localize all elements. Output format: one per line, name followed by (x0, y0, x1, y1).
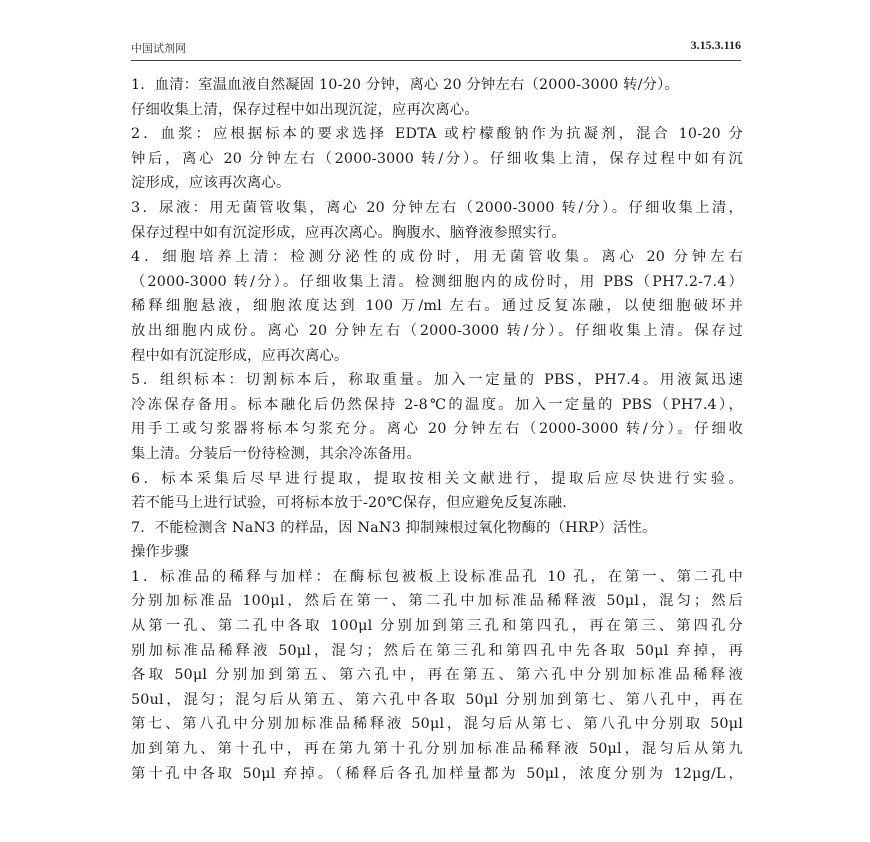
text-line: 3．尿液：用无菌管收集，离心 20 分钟左右（2000-3000 转/分）。仔细收集上清， (131, 199, 743, 216)
text-line: 2．血浆：应根据标本的要求选择 EDTA 或柠檬酸钠作为抗凝剂，混合 10-20 分 (131, 126, 743, 143)
text-line: 4．细胞培养上清：检测分泌性的成份时，用无菌管收集。离心 20 分钟左右 (131, 249, 743, 266)
header-version: 3.15.3.116 (690, 38, 741, 52)
text-line: 程中如有沉淀形成，应再次离心。 (131, 347, 349, 364)
header-site-name: 中国试剂网 (131, 42, 186, 55)
text-line: 钟后，离心 20 分钟左右（2000-3000 转/分）。仔细收集上清，保存过程中如有沉 (131, 150, 743, 167)
text-line: 第七、第八孔中分别加标准品稀释液 50μl，混匀后从第七、第八孔中分别取 50μl (131, 716, 743, 733)
text-line: 稀释细胞悬液，细胞浓度达到 100 万/ml 左右。通过反复冻融，以使细胞破坏并 (131, 298, 743, 315)
text-line: 仔细收集上清，保存过程中如出现沉淀，应再次离心。 (131, 101, 479, 118)
text-line: 50ul，混匀；混匀后从第五、第六孔中各取 50μl 分别加到第七、第八孔中，再在 (131, 691, 743, 708)
text-line: 第十孔中各取 50μl 弃掉。（稀释后各孔加样量都为 50μl，浓度分别为 12μg/L， (131, 765, 743, 782)
text-line: 淀形成，应该再次离心。 (131, 175, 291, 192)
document-body (131, 73, 743, 786)
text-line: 用手工或匀浆器将标本匀浆充分。离心 20 分钟左右（2000-3000 转/分）。仔细收 (131, 421, 743, 438)
text-line: 冷冻保存备用。标本融化后仍然保持 2-8℃的温度。加入一定量的 PBS（PH7.4）， (131, 396, 743, 413)
text-line: 集上清。分装后一份待检测，其余冷冻备用。 (131, 445, 421, 462)
text-line: 分别加标准品 100μl，然后在第一、第二孔中加标准品稀释液 50μl，混匀；然后 (131, 593, 743, 610)
text-line: 5．组织标本：切割标本后，称取重量。加入一定量的 PBS，PH7.4。用液氮迅速 (131, 372, 743, 389)
text-line: 7．不能检测含 NaN3 的样品，因 NaN3 抑制辣根过氧化物酶的（HRP）活性。 (131, 519, 657, 536)
text-line: 各取 50μl 分别加到第五、第六孔中，再在第五、第六孔中分别加标准品稀释液 (131, 667, 743, 684)
text-line: 放出细胞内成份。离心 20 分钟左右（2000-3000 转/分）。仔细收集上清。保存过 (131, 322, 743, 339)
text-line: 6．标本采集后尽早进行提取，提取按相关文献进行，提取后应尽快进行实验。 (131, 470, 743, 487)
text-line: 从第一孔、第二孔中各取 100μl 分别加到第三孔和第四孔，再在第三、第四孔分 (131, 618, 743, 635)
text-line: 别加标准品稀释液 50μl，混匀；然后在第三孔和第四孔中先各取 50μl 弃掉，再 (131, 642, 743, 659)
text-line: 若不能马上进行试验，可将标本放于-20℃保存，但应避免反复冻融. (131, 495, 567, 512)
text-line: 1．标准品的稀释与加样：在酶标包被板上设标准品孔 10 孔，在第一、第二孔中 (131, 568, 743, 585)
text-line: 保存过程中如有沉淀形成，应再次离心。胸腹水、脑脊液参照实行。 (131, 224, 566, 241)
text-line: （2000-3000 转/分）。仔细收集上清。检测细胞内的成份时，用 PBS（PH7.2-7.4） (131, 273, 743, 290)
text-line: 操作步骤 (131, 544, 189, 561)
text-line: 1．血清：室温血液自然凝固 10-20 分钟，离心 20 分钟左右（2000-3000 转/分）。 (131, 77, 680, 93)
page-header (131, 38, 741, 61)
text-line: 加到第九、第十孔中，再在第九第十孔分别加标准品稀释液 50μl，混匀后从第九 (131, 741, 743, 758)
